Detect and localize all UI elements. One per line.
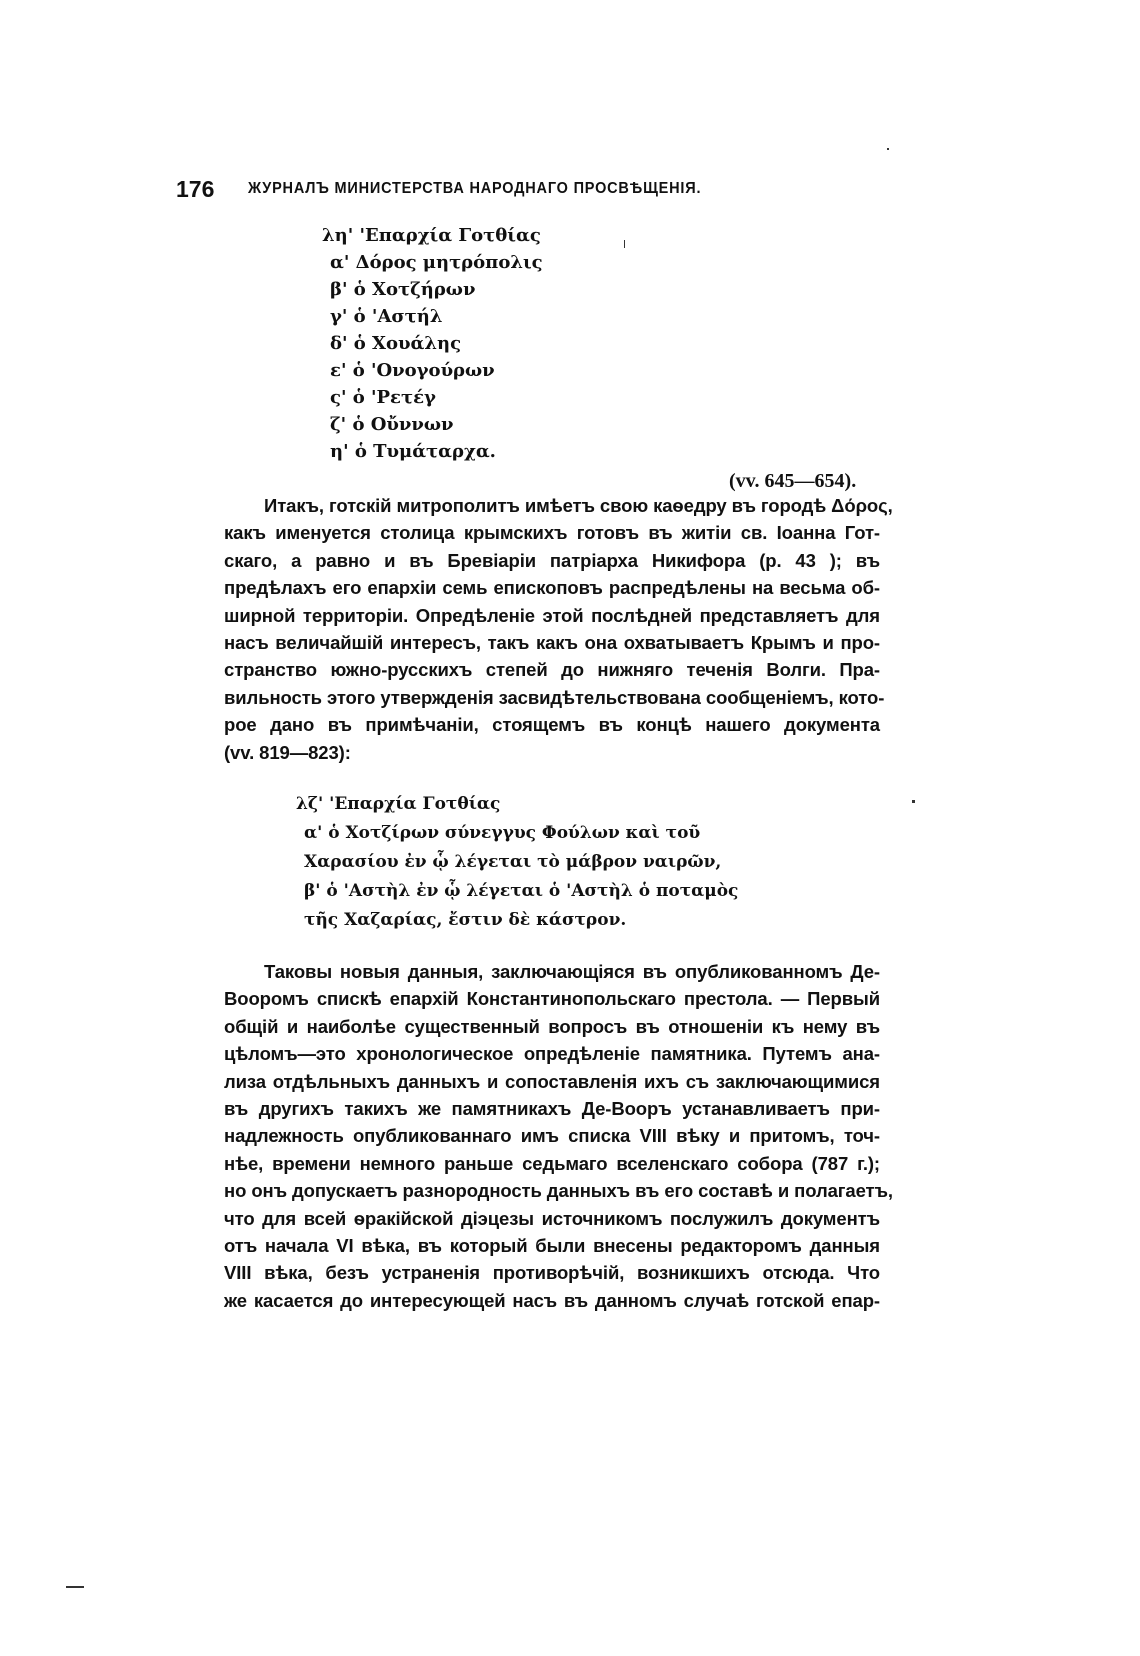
- text-line: общій и наиболѣе существенный вопросъ въ отношеніи къ нему въ: [224, 1015, 880, 1037]
- text-line: нѣе, времени немного раньше седьмаго вселенскаго собора (787 г.);: [224, 1152, 880, 1174]
- scan-speck: [624, 240, 625, 248]
- page-header: [176, 176, 896, 206]
- text-line: лиза отдѣльныхъ данныхъ и сопоставленія ихъ съ заключающимися: [224, 1070, 880, 1092]
- text-line: рое дано въ примѣчаніи, стоящемъ въ концѣ нашего документа: [224, 714, 880, 736]
- text-line: (vv. 819—823):: [224, 741, 351, 763]
- greek-list-item: η' ὁ Τυμάταρχα.: [330, 441, 496, 462]
- text-line: вильность этого утвержденія засвидѣтельствована сообщеніемъ, кото-: [224, 686, 885, 708]
- text-line: VIII вѣка, безъ устраненія противорѣчій, возникшихъ отсюда. Что: [224, 1262, 880, 1284]
- quote-line: β' ὁ 'Αστὴλ ἐν ᾧ λέγεται ὁ 'Αστὴλ ὁ ποταμὸς: [304, 881, 739, 901]
- scan-speck: [912, 800, 915, 803]
- scan-speck: [887, 148, 889, 150]
- greek-list-item: δ' ὁ Χουάλης: [330, 333, 462, 354]
- paragraph-2: [224, 958, 893, 1314]
- text-line: ширной территоріи. Опредѣленіе этой послѣдней представляетъ для: [224, 604, 880, 626]
- scan-margin-mark: [66, 1586, 84, 1588]
- greek-list-item: ε' ὁ 'Ονογούρων: [330, 360, 495, 381]
- greek-list-item: γ' ὁ 'Αστήλ: [330, 306, 443, 327]
- quote-line: λζ' 'Επαρχία Γοτθίας: [296, 794, 501, 814]
- text-line: отъ начала VI вѣка, въ который были внесены редакторомъ данныя: [224, 1234, 880, 1256]
- text-line: какъ именуется столица крымскихъ готовъ въ житіи св. Іоанна Гот-: [224, 522, 880, 544]
- text-line: что для всей ѳракійской діэцезы источникомъ послужилъ документъ: [224, 1207, 880, 1229]
- greek-list-item: α' Δόρος μητρόπολις: [330, 252, 543, 273]
- quote-line: τῆς Χαζαρίας, ἔστιν δὲ κάστρον.: [304, 910, 627, 930]
- page-number: 176: [176, 176, 215, 202]
- text-line: странство южно-русскихъ степей до нижняго теченія Волги. Пра-: [224, 659, 880, 681]
- text-line: надлежность опубликованнаго имъ списка VIII вѣку и притомъ, точ-: [224, 1125, 880, 1147]
- verse-reference: (vv. 645—654).: [729, 470, 857, 492]
- greek-list-item: β' ὁ Χοτζήρων: [330, 279, 476, 300]
- text-line: но онъ допускаетъ разнородность данныхъ въ его составѣ и полагаетъ,: [224, 1180, 893, 1202]
- greek-eparchy-list: [322, 222, 543, 465]
- running-head: ЖУРНАЛЪ МИНИСТЕРСТВА НАРОДНАГО ПРОСВѢЩЕНІЯ.: [248, 180, 702, 198]
- text-line: цѣломъ—это хронологическое опредѣленіе памятника. Путемъ ана-: [224, 1043, 880, 1065]
- text-line: насъ величайшій интересъ, такъ какъ она охватываетъ Крымъ и про-: [224, 631, 880, 653]
- greek-quote: [296, 790, 738, 935]
- quote-line: Χαρασίου ἐν ᾧ λέγεται τὸ μάβρον ναιρῶν,: [304, 852, 722, 872]
- greek-list-item: ζ' ὁ Οὔννων: [330, 414, 454, 435]
- text-line: Итакъ, готскій митрополитъ имѣетъ свою каѳедру въ городѣ Δόρος,: [264, 495, 893, 516]
- text-line: въ другихъ такихъ же памятникахъ Де-Booръ устанавливаетъ при-: [224, 1097, 880, 1119]
- greek-list-title: λη' 'Επαρχία Γοτθίας: [322, 225, 541, 246]
- text-line: Таковы новыя данныя, заключающіяся въ опубликованномъ Де-: [264, 961, 880, 982]
- text-line: скаго, а равно и въ Бревіаріи патріарха Никифора (p. 43 ); въ: [224, 549, 880, 571]
- text-line: Booромъ спискѣ епархій Константинопольскаго престола. — Первый: [224, 988, 880, 1010]
- paragraph-1: [224, 492, 893, 766]
- quote-line: α' ὁ Χοτζίρων σύνεγγυς Φούλων καὶ τοῦ: [304, 823, 701, 843]
- greek-list-item: ς' ὁ 'Ρετέγ: [330, 387, 436, 408]
- text-line: же касается до интересующей насъ въ данномъ случаѣ готской епар-: [224, 1289, 880, 1311]
- text-line: предѣлахъ его епархіи семь епископовъ распредѣлены на весьма об-: [224, 577, 880, 599]
